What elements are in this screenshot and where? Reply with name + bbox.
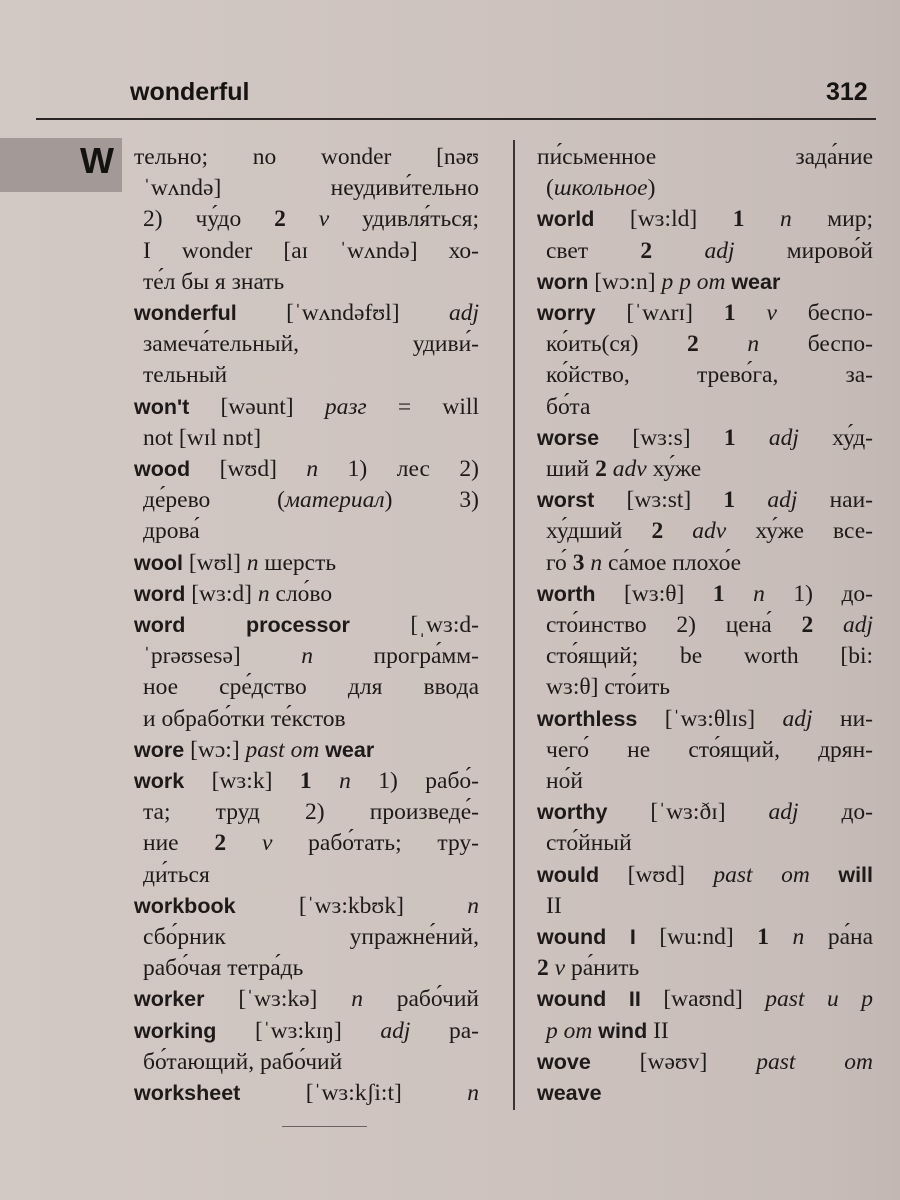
entry-text: II xyxy=(647,1017,669,1044)
letter-thumb-label: W xyxy=(80,140,114,181)
entry-text: ) 3) xyxy=(384,487,479,514)
entry-text: ˈwʌndə] неудиви́тельно xyxy=(143,175,479,202)
entry-text: ху́же все- xyxy=(726,518,873,545)
entry-headword: worthy xyxy=(537,800,608,825)
sense-number: 1 xyxy=(299,768,312,795)
grammar-label: n xyxy=(339,768,351,795)
grammar-label: n xyxy=(753,580,765,607)
footer-rule xyxy=(282,1126,367,1127)
grammar-label: adv xyxy=(692,518,727,545)
grammar-label: adj xyxy=(704,237,735,264)
entry-text: го́ xyxy=(546,549,573,576)
page-number: 312 xyxy=(826,78,868,106)
entry-text: [ˈwɜ:kʃi:t] xyxy=(240,1080,468,1107)
entry-text xyxy=(736,300,767,326)
entry-text: [wɜ:ld] xyxy=(594,206,733,233)
entry-text: дрова́ xyxy=(143,518,200,545)
dictionary-line xyxy=(134,204,479,235)
entry-text: наи- xyxy=(797,487,873,514)
entry-text: ди́ться xyxy=(143,861,210,888)
grammar-label: n xyxy=(351,986,363,1013)
entry-text: [wɔ:] xyxy=(184,736,246,763)
sense-number: 1 xyxy=(723,300,736,327)
entry-text xyxy=(735,487,767,513)
entry-headword: word processor xyxy=(134,613,350,638)
dictionary-line xyxy=(134,828,479,859)
grammar-label: v xyxy=(318,206,330,233)
dictionary-line xyxy=(537,516,873,547)
dictionary-line xyxy=(537,173,873,204)
grammar-label: p p om xyxy=(661,268,726,295)
entry-text: беспо- xyxy=(776,300,873,327)
dictionary-line xyxy=(537,953,873,984)
sense-number: 1 xyxy=(723,487,736,514)
sense-number: 3 xyxy=(572,549,585,576)
grammar-label: v xyxy=(261,830,273,857)
grammar-label: adj xyxy=(768,424,799,451)
grammar-label: adj xyxy=(380,1017,411,1044)
entry-text: [ˈwɜ:kɪŋ] xyxy=(216,1017,381,1044)
dictionary-line xyxy=(537,672,873,703)
dictionary-line xyxy=(134,610,479,641)
dictionary-line xyxy=(537,1078,873,1109)
entry-text: ( xyxy=(546,175,554,202)
entry-text: рабо́тать; тру- xyxy=(272,830,480,857)
dictionary-line xyxy=(537,423,873,454)
entry-text: чего́ не сто́ящий, дрян- xyxy=(546,736,873,763)
entry-text: ра́нить xyxy=(565,955,640,982)
grammar-label: adj xyxy=(767,487,798,514)
entry-headword: worksheet xyxy=(134,1081,241,1106)
dictionary-line xyxy=(134,704,479,735)
entry-text: [wɜ:st] xyxy=(594,487,724,514)
grammar-label: v xyxy=(766,300,777,327)
entry-text: сбо́рник упражне́ний, xyxy=(143,924,479,951)
entry-text: [wɜ:s] xyxy=(599,424,724,451)
dictionary-line xyxy=(537,329,873,360)
entry-text: рабо́чая тетра́дь xyxy=(143,955,304,982)
entry-text xyxy=(744,206,780,232)
dictionary-line xyxy=(537,579,873,610)
sense-number: 2 xyxy=(537,955,549,982)
grammar-label: n xyxy=(246,549,259,576)
entry-text: пи́сьменное зада́ние xyxy=(537,144,873,170)
entry-text: рабо́чий xyxy=(362,986,480,1013)
entry-headword: worth xyxy=(537,581,596,606)
entry-headword: worse xyxy=(537,425,600,450)
entry-headword: weave xyxy=(537,1081,602,1106)
entry-text: ное сре́дство для ввода xyxy=(143,674,479,701)
entry-text: [wu:nd] xyxy=(635,924,758,951)
entry-text: бо́тающий, рабо́чий xyxy=(143,1048,343,1075)
dictionary-line xyxy=(134,548,479,579)
entry-text: ) xyxy=(647,175,656,202)
entry-text: сло́во xyxy=(269,580,333,607)
entry-headword: worker xyxy=(134,987,205,1012)
grammar-label: p om xyxy=(546,1017,593,1044)
entry-headword: work xyxy=(134,769,185,794)
grammar-label: past om xyxy=(756,1048,873,1075)
entry-text: тельно; no wonder [nəʊ xyxy=(134,144,479,170)
dictionary-line xyxy=(134,860,479,891)
dictionary-line xyxy=(537,267,873,298)
grammar-label: n xyxy=(301,643,313,670)
entry-headword: wear xyxy=(325,737,375,762)
entry-text xyxy=(663,518,692,544)
left-column xyxy=(134,142,479,1109)
entry-text: [ˈwɜ:θlɪs] xyxy=(637,705,783,732)
sense-number: 1 xyxy=(757,924,770,951)
dictionary-line xyxy=(537,360,873,391)
dictionary-line xyxy=(537,1016,873,1047)
right-column xyxy=(537,142,873,1109)
grammar-label: v xyxy=(554,955,566,982)
grammar-label: школьное xyxy=(553,175,648,202)
entry-headword: worn xyxy=(537,269,589,294)
dictionary-line xyxy=(537,797,873,828)
sense-number: 2 xyxy=(274,206,286,233)
entry-text xyxy=(286,206,319,232)
entry-text: [wɜ:k] xyxy=(184,768,300,795)
grammar-label: adj xyxy=(842,612,873,639)
entry-text: програ́мм- xyxy=(313,643,479,670)
dictionary-line xyxy=(537,828,873,859)
entry-headword: world xyxy=(537,207,595,232)
grammar-label: n xyxy=(779,206,792,233)
grammar-label: n xyxy=(747,331,760,358)
entry-text: ху́д- xyxy=(798,424,873,451)
entry-text: ра- xyxy=(410,1017,479,1044)
entry-headword: workbook xyxy=(134,893,236,918)
entry-text xyxy=(725,581,754,607)
entry-text: ра́на xyxy=(804,924,873,951)
grammar-label: n xyxy=(590,549,603,576)
dictionary-line xyxy=(134,953,479,984)
entry-text: [waʊnd] xyxy=(640,986,766,1013)
grammar-label: adj xyxy=(448,300,479,327)
entry-text: те́л бы я знать xyxy=(143,268,285,295)
grammar-label: adv xyxy=(612,456,647,483)
entry-text xyxy=(810,862,839,888)
entry-text: ший xyxy=(546,456,596,483)
dictionary-line xyxy=(134,329,479,360)
dictionary-line xyxy=(537,1047,873,1078)
entry-text: шерсть xyxy=(258,549,337,576)
entry-headword: wood xyxy=(134,457,191,482)
entry-text: [wʊl] xyxy=(182,549,247,576)
entry-text: not [wɪl nɒt] xyxy=(143,424,262,451)
entry-headword: working xyxy=(134,1018,217,1043)
entry-text: 1) рабо́- xyxy=(350,768,479,795)
dictionary-line xyxy=(134,1047,479,1078)
sense-number: 2 xyxy=(801,612,814,639)
dictionary-line xyxy=(537,392,873,423)
entry-text: 1) до- xyxy=(764,580,873,607)
dictionary-line xyxy=(537,548,873,579)
entry-text xyxy=(312,768,339,794)
entry-text: II xyxy=(546,892,562,919)
dictionary-line xyxy=(134,423,479,454)
entry-text: [ˈwɜ:ðɪ] xyxy=(607,799,769,826)
dictionary-line xyxy=(537,236,873,267)
entry-text: [wɜ:θ] xyxy=(595,580,713,607)
entry-text xyxy=(769,924,793,950)
grammar-label: past om xyxy=(245,736,320,763)
grammar-label: материал xyxy=(285,487,385,514)
sense-number: 1 xyxy=(732,206,745,233)
entry-text xyxy=(736,425,769,451)
dictionary-line xyxy=(134,267,479,298)
entry-text: [wəʊv] xyxy=(590,1048,757,1075)
dictionary-line xyxy=(134,984,479,1015)
entry-text: мирово́й xyxy=(734,237,874,264)
entry-text: ˈprəʊsesə] xyxy=(143,643,302,670)
entry-text: де́рево ( xyxy=(143,487,286,514)
dictionary-line xyxy=(537,922,873,953)
entry-headword: worthless xyxy=(537,706,638,731)
dictionary-line xyxy=(134,454,479,485)
header-rule xyxy=(36,118,876,120)
dictionary-line xyxy=(537,641,873,672)
entry-text: ни- xyxy=(812,705,873,732)
entry-text: ху́дший xyxy=(546,518,652,545)
entry-headword: wound II xyxy=(537,987,641,1012)
entry-text: [wɜ:d] xyxy=(185,580,258,607)
dictionary-line xyxy=(134,392,479,423)
entry-text: бо́та xyxy=(546,393,591,420)
entry-text xyxy=(699,331,748,357)
dictionary-line xyxy=(134,891,479,922)
dictionary-line xyxy=(134,360,479,391)
entry-text xyxy=(226,830,262,856)
dictionary-line xyxy=(134,485,479,516)
sense-number: 1 xyxy=(723,424,736,451)
sense-number: 2 xyxy=(651,518,664,545)
entry-text: ко́йство, трево́га, за- xyxy=(546,362,873,389)
sense-number: 1 xyxy=(712,580,725,607)
grammar-label: past и p xyxy=(765,986,873,1013)
sense-number: 2 xyxy=(687,331,699,358)
dictionary-line xyxy=(134,1016,479,1047)
dictionary-line xyxy=(134,173,479,204)
dictionary-line xyxy=(134,641,479,672)
entry-text: ху́же xyxy=(646,456,702,483)
grammar-label: adj xyxy=(768,799,799,826)
dictionary-line xyxy=(537,735,873,766)
dictionary-line xyxy=(537,204,873,235)
entry-text: [ˈwʌndəfʊl] xyxy=(236,300,449,327)
dictionary-line xyxy=(537,142,873,173)
dictionary-line xyxy=(537,860,873,891)
dictionary-line xyxy=(134,142,479,173)
dictionary-line xyxy=(134,922,479,953)
entry-headword: wound I xyxy=(537,925,636,950)
dictionary-line xyxy=(537,891,873,922)
entry-text: I wonder [aɪ ˈwʌndə] хо- xyxy=(143,237,479,264)
entry-headword: won't xyxy=(134,394,190,419)
dictionary-line xyxy=(134,1078,479,1109)
dictionary-line xyxy=(537,298,873,329)
entry-text: ко́ить(ся) xyxy=(546,331,688,358)
sense-number: 2 xyxy=(595,456,607,483)
entry-text: та; труд 2) произведе́- xyxy=(143,799,479,826)
entry-headword: wore xyxy=(134,737,185,762)
entry-text: wɜ:θ] сто́ить xyxy=(546,674,671,701)
entry-text: тельный xyxy=(143,362,228,389)
grammar-label: n xyxy=(257,580,270,607)
entry-text: 2) чу́до xyxy=(143,206,275,233)
entry-text: ние xyxy=(143,830,215,857)
entry-text: замеча́тельный, удиви́- xyxy=(143,331,479,358)
grammar-label: разг xyxy=(324,393,367,420)
entry-text: сто́ящий; be worth [bi: xyxy=(546,643,873,670)
dictionary-line xyxy=(134,298,479,329)
entry-text: свет xyxy=(546,237,641,264)
sense-number: 2 xyxy=(214,830,227,857)
dictionary-line xyxy=(537,766,873,797)
entry-headword: wear xyxy=(731,269,781,294)
entry-text: [ˈwɜ:kbʊk] xyxy=(235,892,468,919)
entry-headword: wonderful xyxy=(134,301,237,326)
dictionary-line xyxy=(134,797,479,828)
entry-text: [ˈwɜ:kə] xyxy=(204,986,352,1013)
dictionary-line xyxy=(537,454,873,485)
entry-headword: wind xyxy=(598,1018,648,1043)
entry-text: удивля́ться; xyxy=(329,206,480,233)
entry-headword: will xyxy=(838,862,873,887)
grammar-label: n xyxy=(467,892,479,919)
dictionary-line xyxy=(134,579,479,610)
entry-text: [wɔ:n] xyxy=(588,268,662,295)
entry-text: [wʊd] xyxy=(190,456,307,483)
entry-text: са́мое плохо́е xyxy=(602,549,742,576)
entry-text: но́й xyxy=(546,768,583,795)
dictionary-line xyxy=(537,610,873,641)
entry-text xyxy=(813,612,843,638)
entry-headword: would xyxy=(537,862,600,887)
grammar-label: past om xyxy=(713,861,810,888)
entry-text: сто́инство 2) цена́ xyxy=(546,612,802,639)
entry-text: = will xyxy=(366,393,479,420)
dictionary-line xyxy=(134,236,479,267)
entry-text: 1) лес 2) xyxy=(318,456,479,483)
grammar-label: adj xyxy=(782,705,813,732)
entry-text: [wəunt] xyxy=(189,393,325,420)
dictionary-line xyxy=(134,516,479,547)
entry-text: беспо- xyxy=(759,331,874,358)
grammar-label: n xyxy=(467,1080,479,1107)
dictionary-line xyxy=(134,672,479,703)
entry-text: [ˈwʌrɪ] xyxy=(595,300,724,327)
entry-text: до- xyxy=(798,799,873,826)
grammar-label: n xyxy=(306,456,319,483)
entry-headword: worry xyxy=(537,301,596,326)
entry-text: [wʊd] xyxy=(599,861,714,888)
dictionary-line xyxy=(537,984,873,1015)
dictionary-line xyxy=(537,704,873,735)
entry-text: [ˌwɜ:d- xyxy=(349,612,479,639)
entry-text xyxy=(652,238,704,264)
column-divider xyxy=(513,140,515,1110)
sense-number: 2 xyxy=(640,237,653,264)
entry-headword: worst xyxy=(537,488,595,513)
entry-text: сто́йный xyxy=(546,830,632,857)
header-guide-word: wonderful xyxy=(130,78,250,106)
entry-text: мир; xyxy=(791,206,873,233)
entry-headword: wool xyxy=(134,550,183,575)
grammar-label: n xyxy=(792,924,805,951)
dictionary-line xyxy=(134,766,479,797)
entry-text: и обрабо́тки те́кстов xyxy=(143,705,346,732)
dictionary-line xyxy=(537,485,873,516)
entry-headword: word xyxy=(134,581,186,606)
dictionary-line xyxy=(134,735,479,766)
entry-headword: wove xyxy=(537,1049,591,1074)
